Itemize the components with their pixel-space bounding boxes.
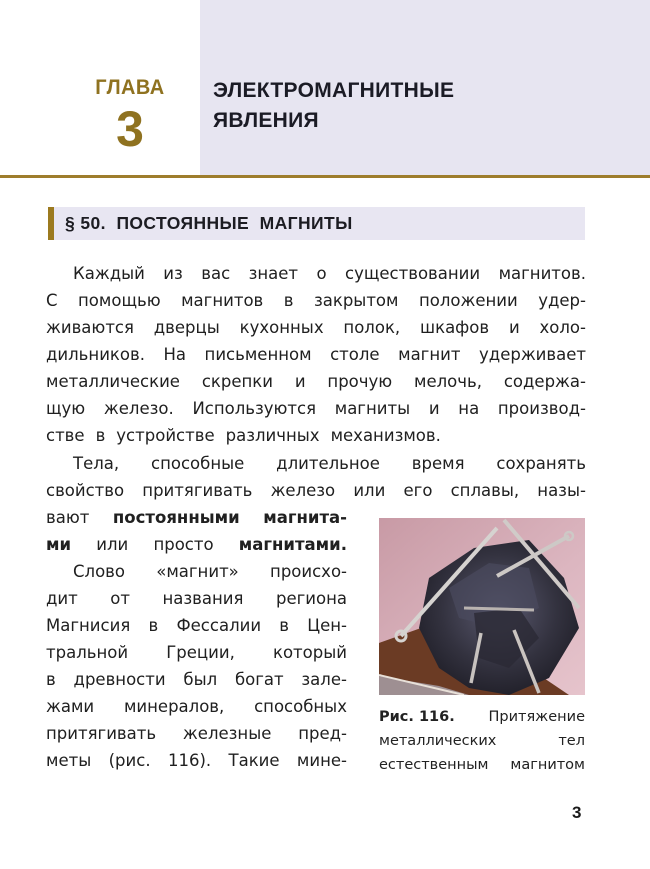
figure-caption <box>379 755 585 775</box>
text-word: металлические <box>46 372 180 391</box>
text-line <box>46 399 586 419</box>
text-word: железо. <box>103 399 174 418</box>
text-word: назы- <box>537 481 586 500</box>
text-word: Цен- <box>307 616 347 635</box>
text-word: письменном <box>204 345 312 364</box>
text-word: металлических <box>379 733 497 749</box>
text-word: 116). <box>167 751 212 770</box>
text-word: тральной <box>46 643 129 662</box>
text-word: различных <box>225 426 320 445</box>
text-word: магнитом <box>510 757 585 773</box>
term-bold: ми <box>46 535 72 554</box>
text-word: щую <box>46 399 86 418</box>
text-word: естественным <box>379 757 489 773</box>
chapter-number: 3 <box>116 101 144 157</box>
text-word: мелочь, <box>414 372 482 391</box>
chapter-title-line: ЭЛЕКТРОМАГНИТНЫЕ <box>213 79 455 102</box>
text-word: На <box>163 345 187 364</box>
text-word: время <box>411 454 465 473</box>
text-word: положении <box>418 291 518 310</box>
section-title: § 50. ПОСТОЯННЫЕ МАГНИТЫ <box>65 213 353 233</box>
text-word: в <box>279 616 290 635</box>
text-word: длительное <box>276 454 380 473</box>
figure-caption <box>379 707 585 727</box>
text-line <box>46 426 586 446</box>
caption-text: Притяжение <box>488 709 585 725</box>
section-accent-bar <box>48 207 54 240</box>
text-word: знает <box>248 264 299 283</box>
text-word: в <box>95 426 106 445</box>
text-word: столе <box>330 345 380 364</box>
text-word: шкафов <box>420 318 490 337</box>
text-line <box>46 724 347 744</box>
text-word: магниты <box>334 399 411 418</box>
text-word: пред- <box>298 724 347 743</box>
text-line <box>73 454 586 474</box>
text-word: удерживает <box>479 345 586 364</box>
text-word: полок, <box>343 318 401 337</box>
text-line <box>73 562 347 582</box>
text-word: Слово <box>73 562 125 581</box>
text-word: С <box>46 291 58 310</box>
text-word: магнит <box>398 345 461 364</box>
text-word: и <box>428 399 440 418</box>
page-number: 3 <box>572 803 582 822</box>
text-word: из <box>163 264 183 283</box>
text-word: который <box>272 643 347 662</box>
text-word: механизмов. <box>330 426 441 445</box>
term-bold: магнитами. <box>238 535 347 554</box>
figure-label: Рис. 116. <box>379 709 455 725</box>
text-word: кухонных <box>239 318 324 337</box>
text-line <box>46 697 347 717</box>
text-word: названия <box>162 589 244 608</box>
text-word: региона <box>275 589 347 608</box>
text-line <box>46 345 586 365</box>
text-word: в <box>148 616 159 635</box>
text-word: был <box>183 670 218 689</box>
text-word: вают <box>46 508 90 527</box>
text-word: свойство <box>46 481 125 500</box>
text-word: способные <box>151 454 245 473</box>
text-word: и <box>508 318 520 337</box>
text-word: помощью <box>78 291 161 310</box>
chapter-title <box>213 76 454 136</box>
text-word: в <box>46 670 56 689</box>
text-word: стве <box>46 426 85 445</box>
text-word: производ- <box>497 399 586 418</box>
text-word: притягивать <box>46 724 157 743</box>
text-word: Каждый <box>73 264 145 283</box>
text-word: о <box>316 264 327 283</box>
text-word: Магнисия <box>46 616 131 635</box>
text-word: жами <box>46 697 95 716</box>
text-word: живаются <box>46 318 134 337</box>
text-word: Используются <box>192 399 317 418</box>
term-bold: постоянными <box>112 508 240 527</box>
text-word: железо <box>270 481 336 500</box>
text-word: минералов, <box>123 697 225 716</box>
text-word: просто <box>153 535 214 554</box>
term-bold: магнита- <box>263 508 347 527</box>
text-word: мине- <box>296 751 347 770</box>
header-divider <box>0 175 650 178</box>
text-word: зале- <box>301 670 347 689</box>
text-word: способных <box>254 697 347 716</box>
text-word: Такие <box>228 751 280 770</box>
text-line <box>46 481 586 501</box>
text-word: древности <box>73 670 166 689</box>
text-word: закрытом <box>313 291 399 310</box>
text-word: или <box>353 481 386 500</box>
text-line <box>46 616 347 636</box>
text-word: дит <box>46 589 78 608</box>
text-line <box>46 291 586 311</box>
text-word: тел <box>558 733 585 749</box>
text-word: сохранять <box>496 454 586 473</box>
text-word: на <box>458 399 480 418</box>
text-word: притягивать <box>142 481 253 500</box>
text-word: дильников. <box>46 345 145 364</box>
text-word: содержа- <box>503 372 586 391</box>
text-line <box>46 751 347 771</box>
section-heading <box>48 207 585 240</box>
text-word: прочую <box>327 372 393 391</box>
figure-caption <box>379 731 585 751</box>
text-line <box>46 670 347 690</box>
text-word: в <box>283 291 294 310</box>
text-word: от <box>110 589 130 608</box>
chapter-title-line: ЯВЛЕНИЯ <box>213 109 319 132</box>
text-line <box>46 318 586 338</box>
text-line <box>73 264 586 284</box>
text-word: холо- <box>539 318 586 337</box>
text-line <box>46 372 586 392</box>
text-word: и <box>294 372 306 391</box>
text-word: происхо- <box>270 562 347 581</box>
text-line <box>46 508 347 528</box>
text-word: Тела, <box>73 454 120 473</box>
text-line <box>46 643 347 663</box>
text-word: магнитов <box>181 291 264 310</box>
text-line <box>46 535 347 555</box>
text-word: Греции, <box>166 643 235 662</box>
magnet-photo-icon <box>379 518 585 695</box>
text-word: дверцы <box>153 318 220 337</box>
text-word: или <box>96 535 129 554</box>
text-word: его <box>403 481 433 500</box>
chapter-label: ГЛАВА <box>95 76 165 99</box>
text-word: сплавы, <box>450 481 520 500</box>
text-word: (рис. <box>108 751 151 770</box>
text-line <box>46 589 347 609</box>
text-word: «магнит» <box>156 562 239 581</box>
text-word: скрепки <box>201 372 273 391</box>
text-word: магнитов. <box>498 264 586 283</box>
text-word: богат <box>234 670 284 689</box>
text-word: устройстве <box>116 426 215 445</box>
text-word: существовании <box>345 264 481 283</box>
text-word: Фессалии <box>176 616 262 635</box>
text-word: удер- <box>538 291 586 310</box>
text-word: меты <box>46 751 92 770</box>
text-word: железные <box>182 724 272 743</box>
text-word: вас <box>201 264 231 283</box>
figure-image-magnet <box>379 518 585 695</box>
